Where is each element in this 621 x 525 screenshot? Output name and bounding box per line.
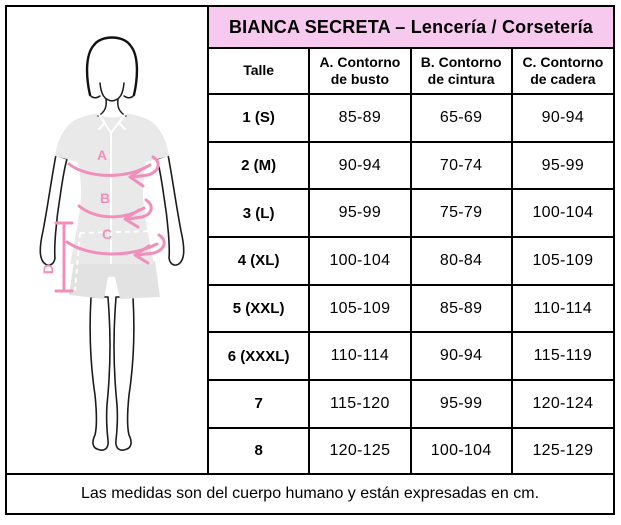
busto-cell: 90-94 [309,142,410,190]
col-header-cadera [512,48,613,94]
col-header-line1: Talle [243,62,275,79]
cintura-cell: 100-104 [411,428,512,473]
size-cell: 3 (L) [208,189,309,237]
length-label: D [40,263,56,275]
title-row [208,7,613,48]
brand-title: BIANCA SECRETA – Lencería / Corsetería [208,7,613,48]
table-row [208,332,613,380]
measurement-note [7,473,613,513]
col-header-line2: de busto [330,71,390,87]
cadera-cell: 125-129 [512,428,613,473]
size-guide-card [5,5,615,515]
woman-figure [40,38,184,451]
column-header-row [208,48,613,94]
cintura-cell: 75-79 [411,189,512,237]
measurement-note-text: Las medidas son del cuerpo humano y están expresadas en cm. [80,485,540,502]
busto-cell: 85-89 [309,94,410,142]
cadera-cell: 105-109 [512,237,613,285]
col-header-line1: B. Contorno [420,53,502,70]
busto-cell: 95-99 [309,189,410,237]
cadera-cell: 120-124 [512,380,613,428]
table-row [208,94,613,142]
cadera-cell: 95-99 [512,142,613,190]
size-cell: 2 (M) [208,142,309,190]
cadera-cell: 110-114 [512,285,613,333]
size-cell: 4 (XL) [208,237,309,285]
size-cell: 7 [208,380,309,428]
table-row [208,237,613,285]
size-table-panel [207,7,613,473]
col-header-line1: A. Contorno [319,53,401,70]
table-row [208,285,613,333]
col-header-line2: de cadera [530,71,596,87]
cadera-cell: 90-94 [512,94,613,142]
table-row [208,428,613,473]
size-cell: 5 (XXL) [208,285,309,333]
cintura-cell: 90-94 [411,332,512,380]
cintura-cell: 95-99 [411,380,512,428]
cintura-cell: 80-84 [411,237,512,285]
col-header-busto [309,48,410,94]
cadera-cell: 100-104 [512,189,613,237]
busto-cell: 105-109 [309,285,410,333]
table-row [208,142,613,190]
table-row [208,189,613,237]
size-cell: 8 [208,428,309,473]
cintura-cell: 85-89 [411,285,512,333]
woman-measurement-diagram [7,7,207,473]
size-table [207,7,613,473]
col-header-talle [208,48,309,94]
busto-cell: 100-104 [309,237,410,285]
size-cell: 1 (S) [208,94,309,142]
cintura-cell: 65-69 [411,94,512,142]
hip-label: C [101,226,113,242]
cintura-cell: 70-74 [411,142,512,190]
col-header-line2: de cintura [427,71,495,87]
bust-label: A [96,147,108,163]
waist-label: B [99,190,111,206]
size-cell: 6 (XXXL) [208,332,309,380]
figure-panel [7,7,207,473]
col-header-line1: C. Contorno [522,53,604,70]
busto-cell: 110-114 [309,332,410,380]
table-row [208,380,613,428]
busto-cell: 115-120 [309,380,410,428]
cadera-cell: 115-119 [512,332,613,380]
col-header-cintura [411,48,512,94]
busto-cell: 120-125 [309,428,410,473]
